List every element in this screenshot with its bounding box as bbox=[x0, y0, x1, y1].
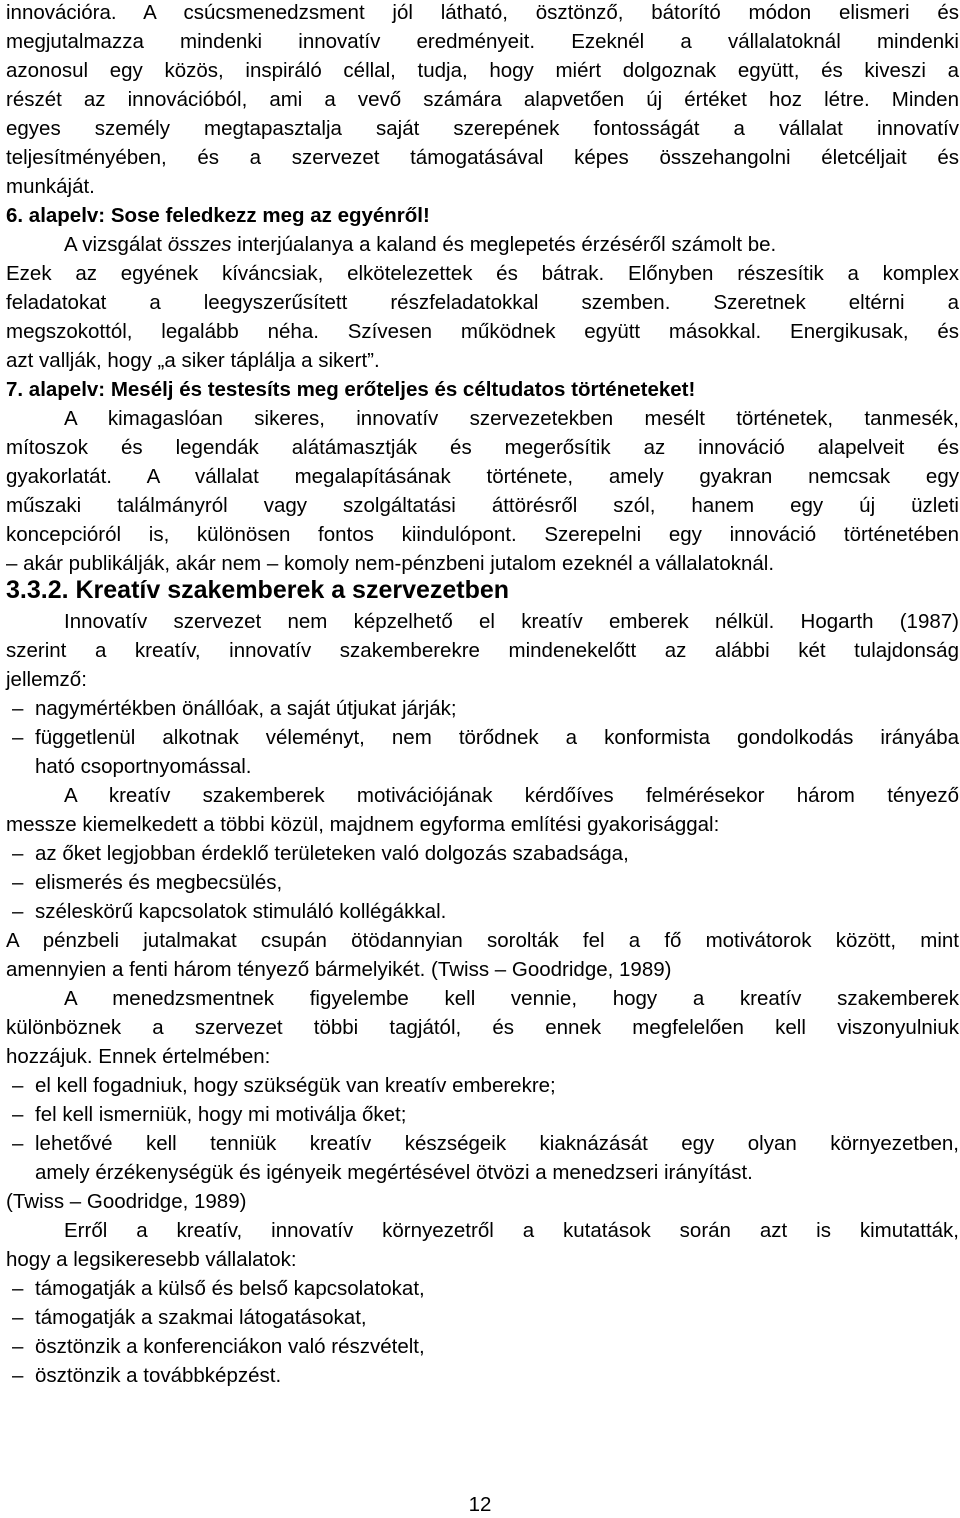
text-line: gyakorlatát. A vállalat megalapításának története, amely gyakran nemcsak egy bbox=[6, 465, 959, 488]
text-line: A kreatív szakemberek motivációjának kérdőíves felmérésekor három tényező bbox=[64, 784, 959, 807]
section-heading: 3.3.2. Kreatív szakemberek a szervezetben bbox=[6, 576, 510, 604]
text-line: azt vallják, hogy „a siker táplálja a sikert”. bbox=[6, 349, 380, 372]
list-item-text: elismerés és megbecsülés, bbox=[35, 871, 283, 894]
list-item-text: ösztönzik a továbbképzést. bbox=[35, 1364, 282, 1387]
dash-icon: – bbox=[12, 1306, 24, 1329]
text-line: innovációra. A csúcsmenedzsment jól látható, ösztönző, bátorító módon elismeri és bbox=[6, 1, 959, 24]
text-line bbox=[64, 232, 959, 260]
italic-word: összes bbox=[167, 233, 232, 256]
text-line: A pénzbeli jutalmakat csupán ötödannyian sorolták fel a fő motivátorok között, mint bbox=[6, 929, 959, 952]
text-line: jellemző: bbox=[6, 668, 87, 691]
text-line: (Twiss – Goodridge, 1989) bbox=[6, 1190, 247, 1213]
text-line: amennyien a fenti három tényező bármelyikét. (Twiss – Goodridge, 1989) bbox=[6, 958, 672, 981]
text-line: koncepcióról is, különösen fontos kiindulópont. Szerepelni egy innováció történetében bbox=[6, 523, 959, 546]
list-item-text: amely érzékenységük és igényeik megértésével ötvözi a menedzseri irányítást. bbox=[35, 1161, 753, 1184]
dash-icon: – bbox=[12, 1132, 24, 1155]
dash-icon: – bbox=[12, 1364, 24, 1387]
list-item-text: támogatják a külső és belső kapcsolatokat, bbox=[35, 1277, 425, 1300]
text-line: megszokottól, legalább néha. Szívesen működnek együtt másokkal. Energikusak, és bbox=[6, 320, 959, 343]
text-span: interjúalanya a kaland és meglepetés érzéséről számolt be. bbox=[231, 233, 777, 256]
page-number: 12 bbox=[468, 1493, 492, 1516]
text-line: teljesítményében, és a szervezet támogatásával képes összehangolni életcéljait és bbox=[6, 146, 959, 169]
text-line: A kimagaslóan sikeres, innovatív szervezetekben mesélt történetek, tanmesék, bbox=[64, 407, 959, 430]
list-item-text: függetlenül alkotnak véleményt, nem törődnek a konformista gondolkodás irányába bbox=[35, 726, 959, 749]
text-line: Ezek az egyének kíváncsiak, elkötelezettek és bátrak. Előnyben részesítik a komplex bbox=[6, 262, 959, 285]
list-item-text: nagymértékben önállóak, a saját útjukat járják; bbox=[35, 697, 457, 720]
dash-icon: – bbox=[12, 871, 24, 894]
list-item-text: az őket legjobban érdeklő területeken való dolgozás szabadsága, bbox=[35, 842, 629, 865]
text-line: egyes személy megtapasztalja saját szerepének fontosságát a vállalat innovatív bbox=[6, 117, 959, 140]
text-line: részét az innovációból, ami a vevő számára alapvetően új értéket hoz létre. Minden bbox=[6, 88, 959, 111]
list-item-text: lehetővé kell tenniük kreatív készségeik kiaknázását egy olyan környezetben, bbox=[35, 1132, 959, 1155]
list-item-text: ösztönzik a konferenciákon való részvételt, bbox=[35, 1335, 425, 1358]
text-line: szerint a kreatív, innovatív szakemberekre mindenekelőtt az alábbi két tulajdonság bbox=[6, 639, 959, 662]
list-item-text: támogatják a szakmai látogatásokat, bbox=[35, 1306, 367, 1329]
text-line: Erről a kreatív, innovatív környezetről a kutatások során azt is kimutatták, bbox=[64, 1219, 959, 1242]
principle-6-heading: 6. alapelv: Sose feledkezz meg az egyénről! bbox=[6, 204, 430, 227]
text-line: hogy a legsikeresebb vállalatok: bbox=[6, 1248, 297, 1271]
text-span: A vizsgálat bbox=[64, 233, 168, 256]
text-line: – akár publikálják, akár nem – komoly nem-pénzbeni jutalom ezeknél a vállalatoknál. bbox=[6, 552, 775, 575]
dash-icon: – bbox=[12, 1103, 24, 1126]
text-line: A menedzsmentnek figyelembe kell vennie, hogy a kreatív szakemberek bbox=[64, 987, 959, 1010]
principle-7-heading: 7. alapelv: Mesélj és testesíts meg erőteljes és céltudatos történeteket! bbox=[6, 378, 696, 401]
dash-icon: – bbox=[12, 726, 24, 749]
text-line: műszaki találmányról vagy szolgáltatási áttörésről szól, hanem egy új üzleti bbox=[6, 494, 959, 517]
dash-icon: – bbox=[12, 1335, 24, 1358]
text-line: Innovatív szervezet nem képzelhető el kreatív emberek nélkül. Hogarth (1987) bbox=[64, 610, 959, 633]
dash-icon: – bbox=[12, 842, 24, 865]
dash-icon: – bbox=[12, 1074, 24, 1097]
dash-icon: – bbox=[12, 697, 24, 720]
list-item-text: széleskörű kapcsolatok stimuláló kollégákkal. bbox=[35, 900, 447, 923]
text-line: hozzájuk. Ennek értelmében: bbox=[6, 1045, 271, 1068]
dash-icon: – bbox=[12, 1277, 24, 1300]
text-line: munkáját. bbox=[6, 175, 95, 198]
list-item-text: ható csoportnyomással. bbox=[35, 755, 252, 778]
list-item-text: el kell fogadniuk, hogy szükségük van kreatív emberekre; bbox=[35, 1074, 556, 1097]
text-line: különböznek a szervezet többi tagjától, és ennek megfelelően kell viszonyulniuk bbox=[6, 1016, 959, 1039]
text-line: messze kiemelkedett a többi közül, majdnem egyforma említési gyakorisággal: bbox=[6, 813, 720, 836]
text-line: feladatokat a leegyszerűsített részfeladatokkal szemben. Szeretnek eltérni a bbox=[6, 291, 959, 314]
text-line: mítoszok és legendák alátámasztják és megerősítik az innováció alapelveit és bbox=[6, 436, 959, 459]
dash-icon: – bbox=[12, 900, 24, 923]
text-line: azonosul egy közös, inspiráló céllal, tudja, hogy miért dolgoznak együtt, és kiveszi a bbox=[6, 59, 959, 82]
list-item-text: fel kell ismerniük, hogy mi motiválja őket; bbox=[35, 1103, 407, 1126]
text-line: megjutalmazza mindenki innovatív eredményeit. Ezeknél a vállalatoknál mindenki bbox=[6, 30, 959, 53]
